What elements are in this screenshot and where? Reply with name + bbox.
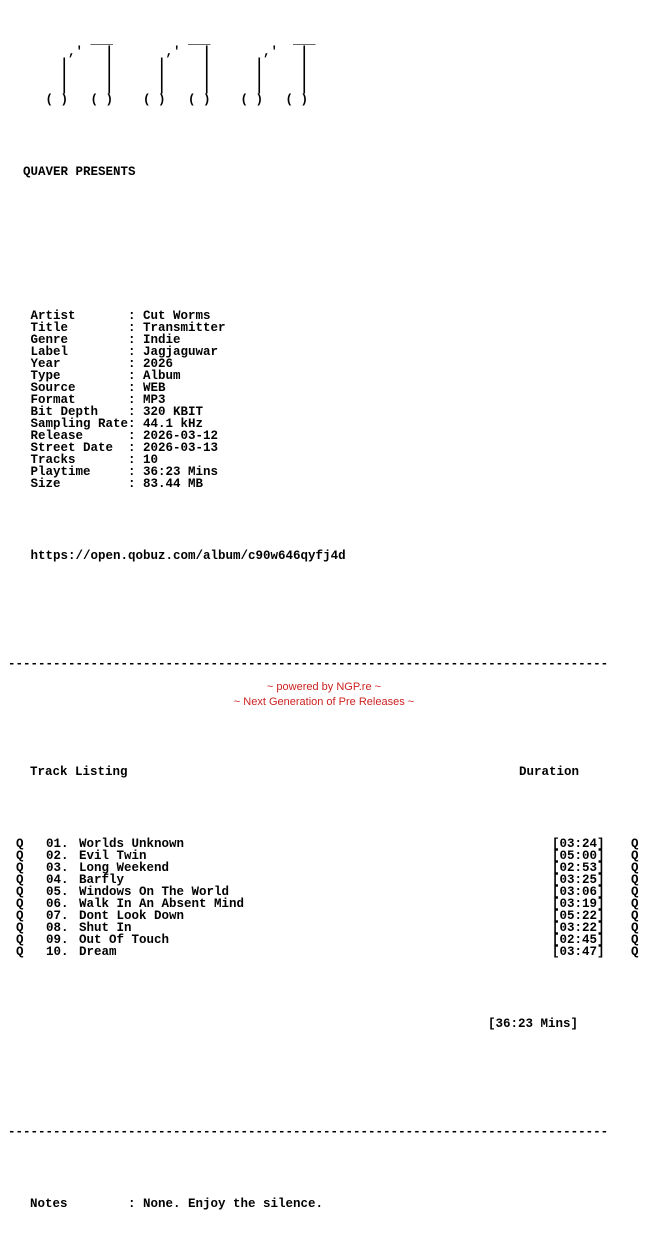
info-value: 2026-03-12 xyxy=(143,429,219,443)
info-separator: : xyxy=(128,381,144,395)
track-edge-mark-left: Q xyxy=(16,945,24,959)
track-title: Worlds Unknown xyxy=(79,837,185,851)
track-duration: [03:22] xyxy=(552,921,605,935)
track-title: Dream xyxy=(79,945,117,959)
total-playtime-row xyxy=(8,1018,640,1030)
album-url[interactable]: https://open.qobuz.com/album/c90w646qyfj4d xyxy=(30,549,346,563)
track-edge-mark-right: Q xyxy=(631,933,639,947)
info-label: Year xyxy=(30,357,61,371)
track-duration: [03:25] xyxy=(552,873,605,887)
track-number: 06. xyxy=(46,897,69,911)
presents-text: QUAVER PRESENTS xyxy=(23,165,136,179)
info-label: Sampling Rate xyxy=(30,417,129,431)
track-duration: [03:47] xyxy=(552,945,605,959)
track-number: 10. xyxy=(46,945,69,959)
track-row xyxy=(8,910,640,922)
info-value: Jagjaguwar xyxy=(143,345,219,359)
info-row xyxy=(8,370,640,382)
track-duration: [02:53] xyxy=(552,861,605,875)
notes-value: : None. Enjoy the silence. xyxy=(128,1197,324,1211)
divider-top: -------------------------------------------------------------------------------- xyxy=(8,658,609,670)
info-separator: : xyxy=(128,357,144,371)
info-value: 2026 xyxy=(143,357,174,371)
track-edge-mark-right: Q xyxy=(631,897,639,911)
notes-row xyxy=(8,1198,640,1210)
info-value: 83.44 MB xyxy=(143,477,204,491)
track-edge-mark-left: Q xyxy=(16,837,24,851)
track-number: 04. xyxy=(46,873,69,887)
info-label: Size xyxy=(30,477,61,491)
info-value: Transmitter xyxy=(143,321,226,335)
info-label: Title xyxy=(30,321,69,335)
track-row xyxy=(8,946,640,958)
divider-bottom: -------------------------------------------------------------------------------- xyxy=(8,1126,609,1138)
footer-tagline: ~ Next Generation of Pre Releases ~ xyxy=(233,696,415,708)
info-separator: : xyxy=(128,441,144,455)
info-row xyxy=(8,478,640,490)
info-row xyxy=(8,358,640,370)
info-label: Playtime xyxy=(30,465,91,479)
track-number: 09. xyxy=(46,933,69,947)
quaver-ascii-logo: ___ ___ ___ ,' | ,' | ,' | | | | | | | | | | | | | | | | | | | ( ) ( ) ( ) ( ) ( ) ( ) xyxy=(45,33,316,107)
track-title: Evil Twin xyxy=(79,849,147,863)
info-label: Type xyxy=(30,369,61,383)
track-row xyxy=(8,934,640,946)
track-number: 03. xyxy=(46,861,69,875)
info-label: Label xyxy=(30,345,69,359)
track-row xyxy=(8,838,640,850)
info-value: WEB xyxy=(143,381,166,395)
track-duration: [03:19] xyxy=(552,897,605,911)
info-label: Artist xyxy=(30,309,76,323)
info-value: 2026-03-13 xyxy=(143,441,219,455)
info-value: Cut Worms xyxy=(143,309,211,323)
footer-powered-by[interactable]: ~ powered by NGP.re ~ xyxy=(266,681,382,693)
info-row xyxy=(8,418,640,430)
track-row xyxy=(8,922,640,934)
track-title: Walk In An Absent Mind xyxy=(79,897,245,911)
info-value: MP3 xyxy=(143,393,166,407)
track-edge-mark-left: Q xyxy=(16,873,24,887)
track-title: Dont Look Down xyxy=(79,909,185,923)
track-duration: [02:45] xyxy=(552,933,605,947)
track-duration: [03:24] xyxy=(552,837,605,851)
info-label: Street Date xyxy=(30,441,114,455)
info-row xyxy=(8,454,640,466)
info-separator: : xyxy=(128,333,144,347)
info-separator: : xyxy=(128,393,144,407)
track-title: Windows On The World xyxy=(79,885,230,899)
info-row xyxy=(8,394,640,406)
info-row xyxy=(8,310,640,322)
tracklist-header xyxy=(8,766,640,778)
info-label: Tracks xyxy=(30,453,76,467)
track-row xyxy=(8,886,640,898)
notes-label: Notes xyxy=(30,1197,68,1211)
track-edge-mark-right: Q xyxy=(631,945,639,959)
track-edge-mark-left: Q xyxy=(16,909,24,923)
info-value: Album xyxy=(143,369,181,383)
total-playtime: [36:23 Mins] xyxy=(488,1017,579,1031)
track-list xyxy=(8,838,640,958)
track-edge-mark-right: Q xyxy=(631,885,639,899)
info-row xyxy=(8,322,640,334)
info-row xyxy=(8,466,640,478)
release-info-block xyxy=(8,310,640,490)
track-edge-mark-right: Q xyxy=(631,921,639,935)
track-edge-mark-left: Q xyxy=(16,885,24,899)
info-value: 320 KBIT xyxy=(143,405,204,419)
track-edge-mark-right: Q xyxy=(631,873,639,887)
info-label: Format xyxy=(30,393,76,407)
track-title: Out Of Touch xyxy=(79,933,170,947)
track-edge-mark-left: Q xyxy=(16,933,24,947)
info-separator: : xyxy=(128,405,144,419)
info-separator: : xyxy=(128,309,144,323)
info-value: Indie xyxy=(143,333,181,347)
track-duration: [03:06] xyxy=(552,885,605,899)
track-row xyxy=(8,874,640,886)
info-separator: : xyxy=(128,345,144,359)
track-edge-mark-right: Q xyxy=(631,861,639,875)
track-edge-mark-left: Q xyxy=(16,921,24,935)
info-separator: : xyxy=(128,369,144,383)
info-separator: : xyxy=(128,465,144,479)
info-label: Release xyxy=(30,429,84,443)
track-edge-mark-left: Q xyxy=(16,861,24,875)
info-value: 44.1 kHz xyxy=(143,417,204,431)
info-row xyxy=(8,346,640,358)
album-url-line xyxy=(8,550,640,562)
track-duration: [05:00] xyxy=(552,849,605,863)
info-label: Genre xyxy=(30,333,69,347)
track-row xyxy=(8,862,640,874)
tracklist-heading: Track Listing xyxy=(30,765,128,779)
info-separator: : xyxy=(128,321,144,335)
info-row xyxy=(8,334,640,346)
track-title: Long Weekend xyxy=(79,861,170,875)
track-edge-mark-right: Q xyxy=(631,837,639,851)
track-number: 08. xyxy=(46,921,69,935)
info-row xyxy=(8,382,640,394)
info-separator: : xyxy=(128,453,144,467)
track-duration: [05:22] xyxy=(552,909,605,923)
track-title: Shut In xyxy=(79,921,132,935)
info-separator: : xyxy=(128,417,144,431)
track-row xyxy=(8,850,640,862)
info-label: Source xyxy=(30,381,76,395)
footer xyxy=(0,680,648,710)
info-separator: : xyxy=(128,477,144,491)
duration-heading: Duration xyxy=(519,765,580,779)
info-value: 10 xyxy=(143,453,159,467)
presents-line xyxy=(8,166,640,178)
track-edge-mark-right: Q xyxy=(631,849,639,863)
track-edge-mark-left: Q xyxy=(16,849,24,863)
info-label: Bit Depth xyxy=(30,405,99,419)
track-number: 02. xyxy=(46,849,69,863)
track-row xyxy=(8,898,640,910)
track-number: 05. xyxy=(46,885,69,899)
info-separator: : xyxy=(128,429,144,443)
track-number: 07. xyxy=(46,909,69,923)
track-number: 01. xyxy=(46,837,69,851)
info-value: 36:23 Mins xyxy=(143,465,219,479)
info-row xyxy=(8,442,640,454)
track-edge-mark-left: Q xyxy=(16,897,24,911)
track-edge-mark-right: Q xyxy=(631,909,639,923)
track-title: Barfly xyxy=(79,873,125,887)
nfo-document xyxy=(8,10,640,1222)
